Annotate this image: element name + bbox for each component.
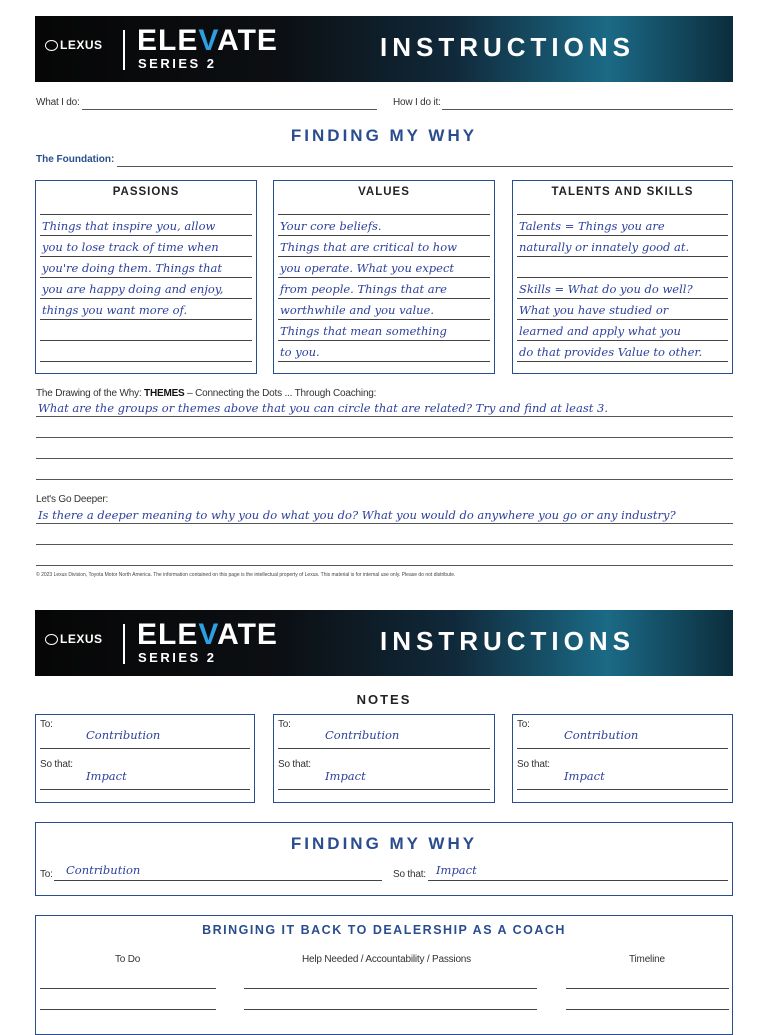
col-help: Help Needed / Accountability / Passions <box>302 954 471 965</box>
dealership-box <box>35 915 733 1035</box>
note-to-label: To: <box>517 719 530 730</box>
foundation-label: The Foundation: <box>36 154 115 165</box>
talents-line: Talents = Things you are <box>519 219 665 233</box>
themes-text: What are the groups or themes above that you can circle that are related? Try and find at least 3. <box>38 401 608 415</box>
note-so-label: So that: <box>40 759 73 770</box>
what-label: What I do: <box>36 97 80 108</box>
col-timeline: Timeline <box>629 954 665 965</box>
values-title: VALUES <box>358 186 410 198</box>
themes-line[interactable] <box>36 458 733 459</box>
elevate-logo: ELEVATE <box>137 24 278 57</box>
why-to-text: Contribution <box>66 863 141 877</box>
page-title: FINDING MY WHY <box>290 126 478 145</box>
timeline-line[interactable] <box>566 1009 729 1010</box>
passions-title: PASSIONS <box>112 186 180 198</box>
lexus-emblem-icon <box>45 40 58 51</box>
note-to-label: To: <box>278 719 291 730</box>
values-line: worthwhile and you value. <box>280 303 435 317</box>
passions-line: things you want more of. <box>42 303 188 317</box>
note-to-text: Contribution <box>325 728 400 742</box>
why-box <box>35 822 733 896</box>
note-card <box>512 714 733 803</box>
themes-line[interactable] <box>36 416 733 417</box>
banner-heading: INSTRUCTIONS <box>380 32 635 62</box>
themes-line[interactable] <box>36 437 733 438</box>
talents-line: naturally or innately good at. <box>519 240 690 254</box>
todo-line[interactable] <box>40 988 216 989</box>
passions-line: Things that inspire you, allow <box>42 219 216 233</box>
help-line[interactable] <box>244 988 537 989</box>
talents-line: Skills = What do you do well? <box>519 282 693 296</box>
values-line: Things that mean something <box>280 324 447 338</box>
col-todo: To Do <box>115 954 141 965</box>
why-title: FINDING MY WHY <box>290 834 478 853</box>
values-line: Things that are critical to how <box>280 240 457 254</box>
copyright: © 2023 Lexus Division, Toyota Motor North America. The information contained on this page is the intellectual property of Lexus. This material is for internal use only. Please do not distribute. <box>36 572 456 578</box>
passions-line: you're doing them. Things that <box>42 261 222 275</box>
notes-title: NOTES <box>356 692 412 707</box>
lexus-logo: LEXUS <box>45 38 103 52</box>
why-so-label: So that: <box>393 869 426 880</box>
dealership-title: BRINGING IT BACK TO DEALERSHIP AS A COACH <box>202 923 566 937</box>
note-to-text: Contribution <box>564 728 639 742</box>
logo-divider <box>123 624 125 664</box>
deeper-line[interactable] <box>36 523 733 524</box>
talents-line: learned and apply what you <box>519 324 681 338</box>
values-box <box>273 180 495 374</box>
why-to-field[interactable] <box>54 880 382 881</box>
values-line: to you. <box>280 345 320 359</box>
logo-divider <box>123 30 125 70</box>
note-so-text: Impact <box>564 769 605 783</box>
talents-box <box>512 180 733 374</box>
note-to-label: To: <box>40 719 53 730</box>
what-field[interactable] <box>82 109 377 110</box>
deeper-text: Is there a deeper meaning to why you do what you do? What you would do anywhere you go or any industry? <box>38 508 676 522</box>
passions-line: you are happy doing and enjoy, <box>42 282 224 296</box>
deeper-label: Let's Go Deeper: <box>36 494 109 505</box>
header-banner <box>35 16 733 82</box>
note-to-text: Contribution <box>86 728 161 742</box>
note-so-text: Impact <box>325 769 366 783</box>
values-line: Your core beliefs. <box>280 219 382 233</box>
themes-line[interactable] <box>36 479 733 480</box>
elevate-logo: ELEVATE <box>137 618 278 651</box>
talents-line: What you have studied or <box>519 303 669 317</box>
lexus-emblem-icon <box>45 634 58 645</box>
timeline-line[interactable] <box>566 988 729 989</box>
lexus-logo: LEXUS <box>45 632 103 646</box>
note-so-text: Impact <box>86 769 127 783</box>
talents-title: TALENTS AND SKILLS <box>551 186 694 198</box>
values-line: from people. Things that are <box>280 282 447 296</box>
foundation-field[interactable] <box>117 166 733 167</box>
talents-line: do that provides Value to other. <box>519 345 703 359</box>
how-field[interactable] <box>442 109 733 110</box>
series-label: SERIES 2 <box>138 56 217 71</box>
note-card <box>273 714 495 803</box>
why-so-text: Impact <box>436 863 477 877</box>
header-banner <box>35 610 733 676</box>
why-so-field[interactable] <box>428 880 728 881</box>
passions-box <box>35 180 257 374</box>
how-label: How I do it: <box>393 97 441 108</box>
themes-label: The Drawing of the Why: THEMES – Connecting the Dots ... Through Coaching: <box>36 388 377 399</box>
note-card <box>35 714 255 803</box>
todo-line[interactable] <box>40 1009 216 1010</box>
deeper-line[interactable] <box>36 544 733 545</box>
why-to-label: To: <box>40 869 53 880</box>
series-label: SERIES 2 <box>138 650 217 665</box>
help-line[interactable] <box>244 1009 537 1010</box>
banner-heading: INSTRUCTIONS <box>380 626 635 656</box>
values-line: you operate. What you expect <box>280 261 455 275</box>
note-so-label: So that: <box>517 759 550 770</box>
deeper-line[interactable] <box>36 565 733 566</box>
passions-line: you to lose track of time when <box>42 240 219 254</box>
note-so-label: So that: <box>278 759 311 770</box>
